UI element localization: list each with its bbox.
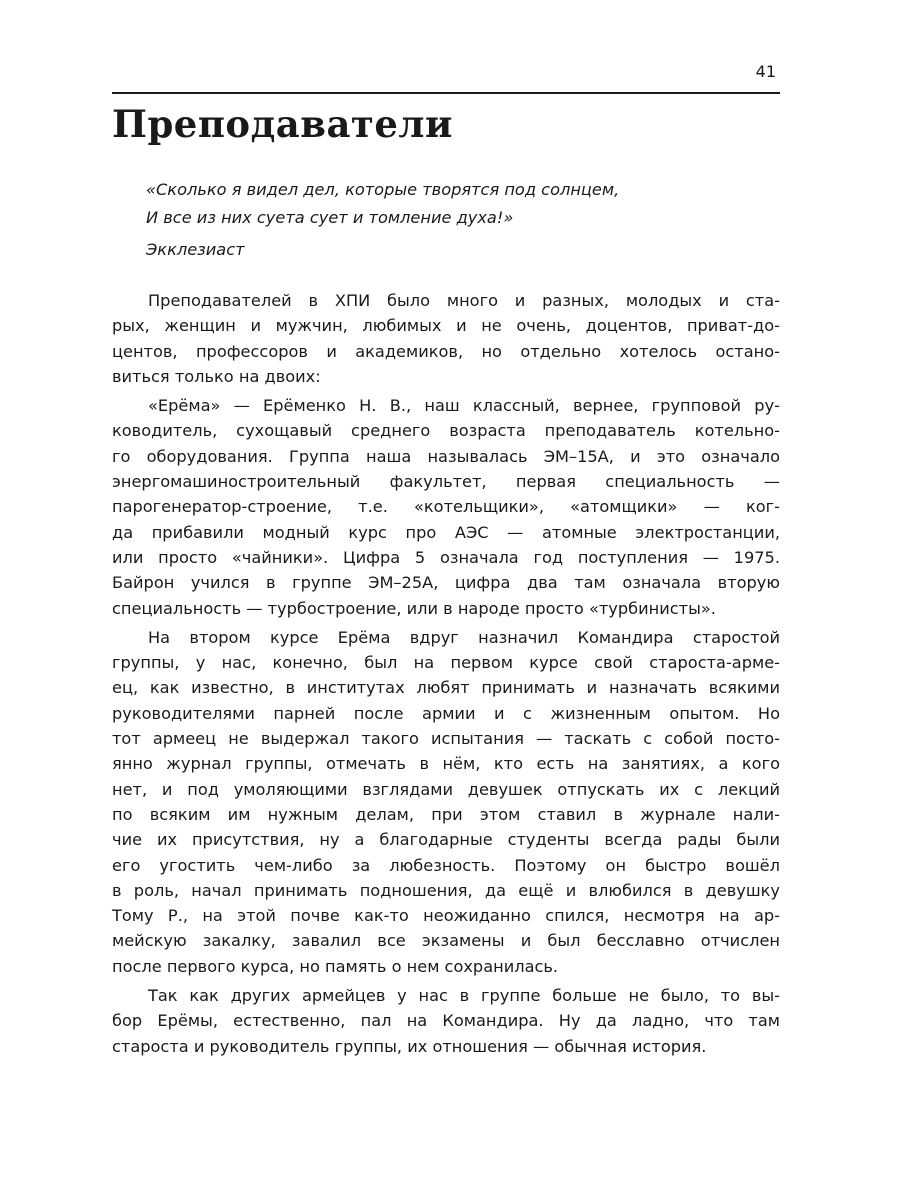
text-line: «Ерёма» — Ерёменко Н. В., наш классный, вернее, групповой ру- [148, 396, 780, 416]
text-line: Преподавателей в ХПИ было много и разных, молодых и ста- [148, 291, 780, 310]
text-line: ец, как известно, в институтах любят принимать и назначать всякими [112, 678, 780, 698]
text-line: мейскую закалку, завалил все экзамены и был бесславно отчислен [112, 931, 780, 951]
chapter-title: Преподаватели [112, 102, 453, 146]
text-line: в роль, начал принимать подношения, да ещё и влюбился в девушку [112, 880, 780, 900]
epigraph-line: И все из них суета сует и томление духа!» [146, 208, 514, 227]
epigraph-line: «Сколько я видел дел, которые творятся под солнцем, [146, 180, 620, 199]
text-line: янно журнал группы, отмечать в нём, кто есть на занятиях, а кого [112, 754, 780, 774]
paragraph [112, 288, 780, 389]
text-line: или просто «чайники». Цифра 5 означала год поступления — 1975. [112, 547, 780, 567]
text-line: да прибавили модный курс про АЭС — атомные электростанции, [112, 522, 780, 542]
text-line: руководителями парней после армии и с жизненным опытом. Но [112, 703, 780, 723]
text-line: специальность — турбостроение, или в народе просто «турбинисты». [112, 598, 716, 618]
text-line: виться только на двоих: [112, 366, 321, 386]
text-line: по всяким им нужным делам, при этом ставил в журнале нали- [112, 804, 780, 824]
text-line: энергомашиностроительный факультет, первая специальность — [112, 472, 780, 492]
text-line: тот армеец не выдержал такого испытания — таскать с собой посто- [112, 729, 780, 749]
text-line: нет, и под умоляющими взглядами девушек отпускать их с лекций [112, 779, 780, 799]
epigraph [146, 176, 786, 232]
text-line: староста и руководитель группы, их отношения — обычная история. [112, 1036, 707, 1056]
text-line: рых, женщин и мужчин, любимых и не очень, доцентов, приват-до- [112, 316, 780, 336]
header-rule [112, 92, 780, 94]
text-line: после первого курса, но память о нем сохранилась. [112, 956, 559, 976]
paragraph [112, 625, 780, 979]
text-line: Тому Р., на этой почве как-то неожиданно спился, несмотря на ар- [112, 906, 780, 926]
text-line: ководитель, сухощавый среднего возраста преподаватель котельно- [112, 421, 780, 441]
text-line: его угостить чем-либо за любезность. Поэтому он быстро вошёл [112, 855, 780, 875]
epigraph-source: Экклезиаст [146, 240, 245, 259]
paragraph [112, 983, 780, 1059]
text-line: чие их присутствия, ну а благодарные студенты всегда рады были [112, 830, 780, 850]
text-line: На втором курсе Ерёма вдруг назначил Командира старостой [148, 627, 780, 647]
text-line: го оборудования. Группа наша называлась ЭМ–15А, и это означало [112, 446, 780, 466]
paragraph [112, 393, 780, 621]
text-line: бор Ерёмы, естественно, пал на Командира. Ну да ладно, что там [112, 1011, 780, 1031]
text-line: парогенератор-строение, т.е. «котельщики», «атомщики» — ког- [112, 497, 780, 517]
text-line: центов, профессоров и академиков, но отдельно хотелось остано- [112, 341, 780, 361]
text-line: Так как других армейцев у нас в группе больше не было, то вы- [148, 986, 780, 1006]
text-line: Байрон учился в группе ЭМ–25А, цифра два там означала вторую [112, 573, 780, 593]
page-number: 41 [755, 62, 776, 81]
body-text [112, 288, 780, 1063]
text-line: группы, у нас, конечно, был на первом курсе свой староста-армe- [112, 653, 780, 673]
